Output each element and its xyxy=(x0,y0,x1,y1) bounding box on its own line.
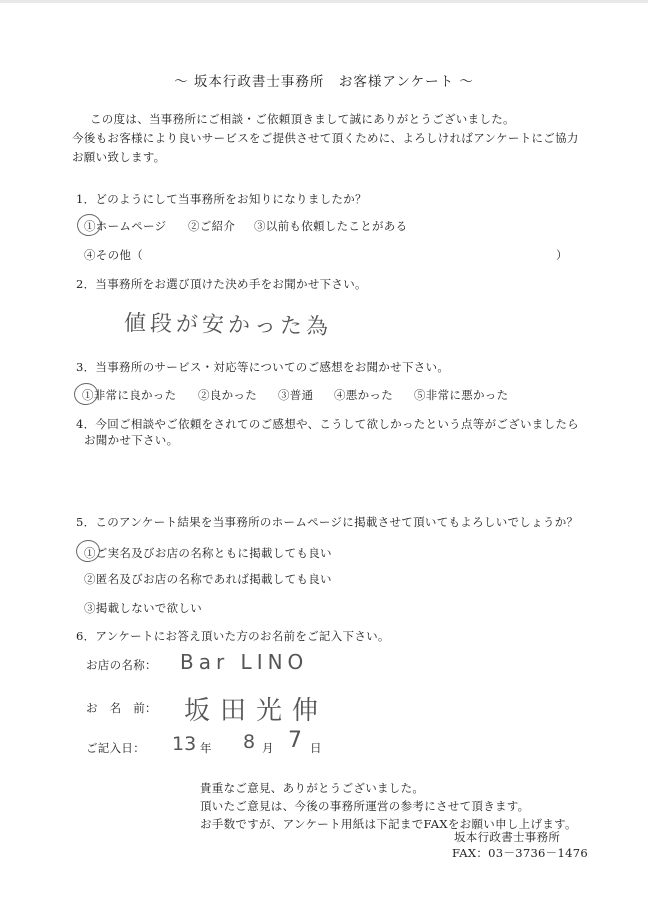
q4-question-line-1: 4．今回ご相談やご依頼をされてのご感想や、こうして欲しかったという点等がございましたら xyxy=(76,417,579,431)
q1-option-referral: ②ご紹介 xyxy=(188,219,236,233)
date-year-handwritten: 13 xyxy=(172,733,197,755)
q3-question: 3．当事務所のサービス・対応等についてのご感想をお聞かせ下さい。 xyxy=(76,360,450,374)
q6-question: 6．アンケートにお答え頂いた方のお名前をご記入下さい。 xyxy=(76,629,390,643)
q3-option-very-good: ①非常に良かった xyxy=(82,388,177,402)
q1-option-homepage: ①ホームページ xyxy=(84,219,167,233)
date-month-unit: 月 xyxy=(262,741,274,755)
q1-option-other: ④その他（ xyxy=(84,248,143,262)
date-label: ご記入日： xyxy=(86,741,145,755)
q3-option-bad: ④悪かった xyxy=(334,388,393,402)
intro-line-1: この度は、当事務所にご相談・ご依頼頂きまして誠にありがとうございました。 xyxy=(90,112,515,126)
q5-question: 5．このアンケート結果を当事務所のホームページに掲載させて頂いてもよろしいでしょうか？ xyxy=(76,515,579,529)
q1-other-close: ） xyxy=(556,248,568,262)
q2-question: 2．当事務所をお選び頂けた決め手をお聞かせ下さい。 xyxy=(76,277,367,291)
q4-question-line-2: お聞かせ下さい。 xyxy=(84,433,179,447)
intro-line-3: お願い致します。 xyxy=(72,150,166,164)
q1-option-previous: ③以前も依頼したことがある xyxy=(254,219,408,233)
shop-name-handwritten: Bar LINO xyxy=(180,650,309,674)
q3-option-very-bad: ⑤非常に悪かった xyxy=(414,388,509,402)
q5-option-anonymous: ②匿名及びお店の名称であれば掲載しても良い xyxy=(84,572,332,586)
q5-option-no-post: ③掲載しないで欲しい xyxy=(84,601,202,615)
date-day-unit: 日 xyxy=(310,741,322,755)
customer-name-label: お 名 前： xyxy=(86,701,157,715)
q2-handwritten-answer: 値段が安かった為 xyxy=(123,311,333,340)
footer-fax-request: お手数ですが、アンケート用紙は下記までFAXをお願い申し上げます。 xyxy=(200,817,577,831)
footer-fax-number: FAX：03－3736－1476 xyxy=(452,846,588,860)
customer-name-handwritten: 坂田光伸 xyxy=(184,696,329,726)
date-day-handwritten: 7 xyxy=(288,728,302,753)
date-month-handwritten: 8 xyxy=(243,731,256,753)
q5-option-full-name: ①ご実名及びお店の名称ともに掲載しても良い xyxy=(84,546,332,560)
footer-thanks: 貴重なご意見、ありがとうございました。 xyxy=(200,781,425,795)
date-year-unit: 年 xyxy=(200,741,212,755)
footer-note: 頂いたご意見は、今後の事務所運営の参考にさせて頂きます。 xyxy=(200,799,530,813)
intro-line-2: 今後もお客様により良いサービスをご提供させて頂くために、よろしければアンケートにご協力 xyxy=(72,131,579,145)
footer-office-name: 坂本行政書士事務所 xyxy=(454,830,561,844)
page-title: ～ 坂本行政書士事務所 お客様アンケート ～ xyxy=(174,74,474,90)
shop-name-label: お店の名称： xyxy=(86,658,157,672)
q3-option-neutral: ③普通 xyxy=(278,388,314,402)
q1-question: 1．どのようにして当事務所をお知りになりましたか？ xyxy=(76,192,367,206)
scan-edge xyxy=(0,0,648,3)
q3-option-good: ②良かった xyxy=(198,388,257,402)
